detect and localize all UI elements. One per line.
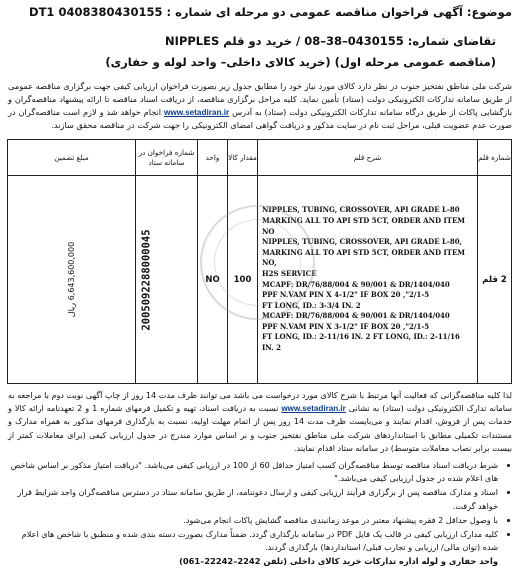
request-line: تقاضای شماره: 0430155–38–08 / خرید دو قلم NIPPLES — [165, 34, 496, 48]
notes-list — [8, 459, 512, 554]
desc-line: MCAPF: DR/76/88/004 & 90/001 & DR/1404/040 — [262, 279, 450, 289]
col-header-tender-no: شماره فراخوان در سامانه ستاد — [136, 140, 198, 176]
col-header-guarantee: مبلغ تضمین — [8, 140, 136, 176]
desc-line: H2S SERVICE — [262, 268, 317, 278]
instructions-text: لذا کلیه مناقصه‌گرانی که فعالیت آنها مرتبط با شرح کالای مورد درخواست می باشد می توانند ظرف مدت 14 روز از چاپ آگهی نوبت دوم با مراجعه به سامانه تدارک الکترونیکی دولت (ستاد) به نشانی — [8, 390, 512, 414]
cell-quantity: 100 — [228, 176, 258, 384]
list-item: • شرط دریافت اسناد مناقصه توسط مناقصه‌گران کسب امتیاز حداقل 60 از 100 در ارزیابی کیفی می‌باشد. "دریافت امتیاز مذکور بر اساس شاخص های اعلام شده در جدول ارزیابی کیفی می‌باشد." — [8, 459, 498, 485]
list-item: • اسناد و مدارک مناقصه پس از برگزاری فرآیند ارزیابی کیفی و ارسال دعوتنامه، از طریق سامانه ستاد در دسترس مناقصه‌گران واجد شرایط قرار خواهد گرفت. — [8, 486, 498, 512]
desc-line: MARKING ALL TO API STD 5CT, ORDER AND ITEM NO — [262, 215, 466, 236]
instructions-paragraph — [8, 389, 512, 455]
intro-text-end: انجام خواهد شد و لازم است مناقصه‌گران در صورت عدم عضویت قبلی، مراحل ثبت نام در سایت مذکور و دریافت گواهی امضای الکترونیکی را جهت شرکت در مناقصه محقق سازند. — [8, 107, 512, 130]
desc-line: FT LONG, ID.: 3-3/4 IN. 2 — [262, 300, 361, 310]
desc-line: MCAPF: DR/76/88/004 & 90/001 & DR/1404/040 — [262, 311, 450, 321]
cell-tender-no — [136, 176, 198, 384]
desc-line: MARKING ALL TO API STD 5CT, ORDER AND ITEM NO, — [262, 247, 466, 268]
desc-line: FT LONG, ID.: 2-11/16 IN. 2 FT LONG, ID.: 2-11/16 IN. 2 — [262, 332, 460, 353]
desc-line: NIPPLES, TUBING, CROSSOVER, API GRADE L-80, — [262, 237, 462, 247]
instructions-text-end: نسبت به دریافت اسناد، تهیه و تکمیل فرمهای شماره 1 و 2 تعهدنامه ارائه کالا و خدمات پس از فروش، اقدام نمایند و می‌بایست ظرف مدت 14 روز پس از اتمام مهلت اولیه، نسبت به بارگذاری فرمهای مذکور به همراه مدارک و مستندات تکمیلی مطابق با استانداردهای شرکت ملی مناطق نفتخیز جنوب و بر اساس موارد مندرج در جدول ارزیابی کیفی (برای معاملات کمتر از بیست برابر نصاب معاملات متوسط) در سامانه ستاد اقدام نمایند. — [8, 403, 512, 453]
table-row — [8, 176, 512, 384]
notice-subject: موضوع: آگهی فراخوان مناقصه عمومی دو مرحله ای شماره : 0408380430155 DT1 — [29, 5, 512, 19]
setadiran-link[interactable]: www.setadiran.ir — [164, 108, 230, 117]
intro-text: شرکت ملی مناطق نفتخیز جنوب در نظر دارد کالای مورد نیاز خود را مطابق جدول زیر بصورت فراخوان ارزیابی کیفی جهت برگزاری مناقصه عمومی از طریق سامانه تدارکات الکترونیکی دولت (ستاد) تأمین نماید. کلیه مراحل برگزاری مناقصه، از دریافت اسناد مناقصه تا ارائه پیشنهاد مناقصه‌گران و بازگشایی پاکات از طریق درگاه سامانه تدارکات الکترونیکی دولت (ستاد) به آدرس — [8, 81, 512, 117]
tender-number: 2005092288000045 — [140, 228, 153, 331]
cell-row: 2 قلم — [478, 176, 512, 384]
desc-line: NIPPLES, TUBING, CROSSOVER, API GRADE L-80 — [262, 205, 460, 215]
list-item: • با وصول حداقل 2 فقره پیشنهاد معتبر در موعد زمانبندی مناقصه گشایش پاکات انجام می‌شود. — [8, 514, 498, 527]
table-header-row — [8, 140, 512, 176]
stage-line: (مناقصه عمومی مرحله اول) (خرید کالای داخلی– واحد لوله و حفاری) — [105, 55, 496, 69]
desc-line: PPF N.VAM PIN X 4-1/2" IF BOX 20 ,"2/1-5 — [262, 290, 430, 300]
guarantee-amount: 6,643,600,000 ریال — [66, 241, 76, 318]
col-header-quantity: مقدار کالا — [228, 140, 258, 176]
footer-contact: واحد حفاری و لوله اداره تدارکات خرید کالای داخلی (تلفن 2242–22242–061) — [179, 556, 498, 567]
list-item: • کلیه مدارک ارزیابی کیفی در قالب یک فایل PDF در سامانه بارگذاری گردد. ضمناً مدارک بصورت دسته بندی شده و منطبق با شاخص های اعلام شده (توان مالی/ ارزیابی و تجارب قبلی/ استانداردها) بارگذاری گردند. — [8, 528, 498, 554]
col-header-unit: واحد — [198, 140, 228, 176]
setadiran-link-2[interactable]: www.setadiran.ir — [281, 404, 346, 414]
cell-unit: NO — [198, 176, 228, 384]
items-table — [7, 139, 512, 384]
desc-line: PPF N.VAM PIN X 3-1/2" IF BOX 20 ,"2/1-5 — [262, 321, 430, 331]
col-header-description: شرح قلم — [258, 140, 478, 176]
intro-paragraph — [8, 80, 512, 132]
col-header-row: شماره قلم — [478, 140, 512, 176]
cell-description — [258, 176, 478, 384]
